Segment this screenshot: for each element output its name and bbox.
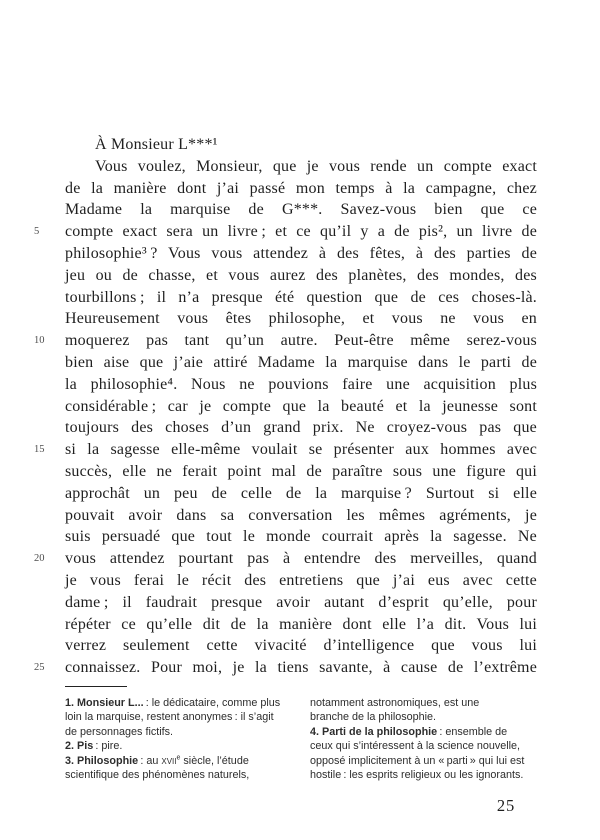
text-line: 20 vous attendez pourtant pas à entendre des merveilles, quand bbox=[65, 548, 537, 570]
main-text-column bbox=[34, 134, 537, 679]
text-line: pouvait avoir dans sa conversation les mêmes agréments, je bbox=[65, 506, 537, 524]
text-line: toujours des choses d’un grand prix. Ne croyez-vous pas que bbox=[65, 419, 537, 437]
footnote-text: ceux qui s’intéressent à la science nouvelle, bbox=[310, 740, 521, 753]
text-line: dame ; il faudrait presque avoir autant d’esprit qu’elle, pour bbox=[65, 593, 537, 611]
footnote-text: : au bbox=[138, 754, 162, 767]
text-line: 15 si la sagesse elle-même voulait se présenter aux hommes avec bbox=[65, 439, 537, 461]
footnote-line bbox=[65, 768, 310, 782]
footnote-line bbox=[310, 725, 537, 739]
footnote-line bbox=[65, 739, 310, 753]
text-line: la philosophie⁴. Nous ne pouvions faire une acquisition plus bbox=[65, 375, 537, 393]
text-line: Vous voulez, Monsieur, que je vous rende un compte exact bbox=[95, 157, 537, 175]
footnote-line bbox=[65, 725, 310, 739]
footnote-line bbox=[310, 754, 537, 768]
text-line: considérable ; car je compte que la beauté et la jeunesse sont bbox=[65, 397, 537, 415]
text-line: bien aise que j’aie attiré Madame la marquise dans le parti de bbox=[65, 353, 537, 371]
text-line: 10 moquerez pas tant qu’un autre. Peut-être même serez-vous bbox=[65, 330, 537, 352]
footnote-text: notamment astronomiques, est une bbox=[310, 697, 480, 709]
text-line: suis persuadé que tout le monde courrait après la sagesse. Ne bbox=[65, 528, 537, 546]
footnote-rule bbox=[65, 686, 127, 687]
footnote-text: : le dédicataire, comme plus bbox=[143, 697, 281, 709]
footnote-line bbox=[65, 696, 310, 710]
footnote-text: : ensemble de bbox=[437, 725, 508, 738]
footnote-column-right bbox=[310, 696, 537, 782]
footnote-line bbox=[65, 754, 310, 768]
footnote-column-left bbox=[65, 696, 310, 782]
text-line: jeu ou de chasse, et vous aurez des planètes, des mondes, des bbox=[65, 266, 537, 284]
footnote-text: scientifique des phénomènes naturels, bbox=[65, 769, 250, 782]
footnote-text: xvii bbox=[161, 754, 177, 767]
text-line: À Monsieur L***¹ bbox=[95, 136, 218, 153]
text-line: 5 compte exact sera un livre ; et ce qu’il y a de pis², un livre de bbox=[65, 221, 537, 243]
footnote-text: opposé implicitement à un « parti » qui lui est bbox=[310, 754, 525, 767]
line-number: 15 bbox=[34, 444, 45, 456]
footnote-term: 2. Pis bbox=[65, 740, 94, 753]
footnote-line bbox=[65, 710, 310, 724]
footnote-line bbox=[310, 696, 537, 710]
text-line: tourbillons ; il n’a presque été question que de ces choses-là. bbox=[65, 288, 537, 306]
page-number: 25 bbox=[496, 796, 515, 815]
line-number: 5 bbox=[34, 226, 40, 238]
footnote-text: : pire. bbox=[93, 740, 123, 753]
footnote-text: branche de la philosophie. bbox=[310, 711, 437, 724]
footnotes-section bbox=[65, 696, 537, 782]
footnote-line bbox=[310, 768, 537, 782]
line-number: 20 bbox=[34, 553, 45, 565]
text-line: de la manière dont j’ai passé mon temps à la campagne, chez bbox=[65, 179, 537, 197]
footnote-text: hostile : les esprits religieux ou les ignorants. bbox=[310, 769, 524, 782]
text-line: 25 connaissez. Pour moi, je la tiens savante, à cause de l’extrême bbox=[65, 657, 537, 679]
text-line: philosophie³ ? Vous vous attendez à des fêtes, à des parties de bbox=[65, 244, 537, 262]
footnote-term: 4. Parti de la philosophie bbox=[310, 725, 438, 738]
text-line: je vous ferai le récit des entretiens que j’ai eus avec cette bbox=[65, 571, 537, 589]
text-line: verrez seulement cette vivacité d’intelligence que vous lui bbox=[65, 637, 537, 655]
line-number: 25 bbox=[34, 662, 45, 674]
footnote-line bbox=[310, 739, 537, 753]
footnote-text: de personnages fictifs. bbox=[65, 725, 174, 738]
text-line: succès, elle ne ferait point mal de paraître sous une figure qui bbox=[65, 462, 537, 480]
footnote-text: loin la marquise, restent anonymes : il s’agit bbox=[65, 711, 274, 724]
footnote-line bbox=[310, 710, 537, 724]
footnote-text: e bbox=[176, 754, 181, 762]
footnote-text: siècle, l’étude bbox=[180, 754, 249, 767]
text-line: Heureusement vous êtes philosophe, et vous ne vous en bbox=[65, 310, 537, 328]
footnote-term: 1. Monsieur L... bbox=[65, 697, 144, 709]
text-line: approchât un peu de celle de la marquise ? Surtout si elle bbox=[65, 484, 537, 502]
footnote-term: 3. Philosophie bbox=[65, 754, 139, 767]
text-line: Madame la marquise de G***. Savez-vous bien que ce bbox=[65, 201, 537, 219]
text-line: répéter ce qu’elle dit de la manière dont elle l’a dit. Vous lui bbox=[65, 615, 537, 633]
line-number: 10 bbox=[34, 335, 45, 347]
